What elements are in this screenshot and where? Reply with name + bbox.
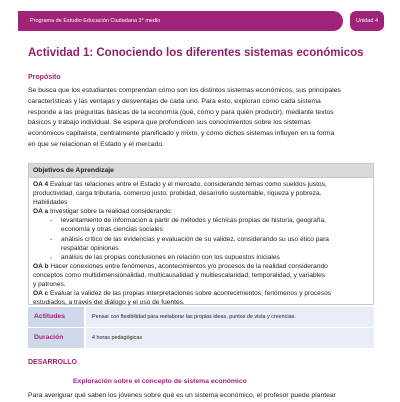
duracion-row [28,328,374,348]
proposito-paragraph [28,86,374,151]
actitudes-row [28,307,374,327]
exploracion-subheading: Exploración sobre el concepto de sistema económico [73,378,247,385]
desarrollo-heading: DESARROLLO [28,359,77,366]
proposito-line: responde a las preguntas básicas de la economía (qué, cómo y para quién producir), mediante textos [28,108,334,116]
info-table [28,307,374,349]
proposito-line: características y las ventajas y desventajas de cada uno. Para esto, exploran cómo cada sistema [28,97,321,105]
oa-b-text: Hacer conexiones entre fenómenos, acontecimientos y/o procesos de la realidad considerando [48,262,328,270]
proposito-line: básicos y trabajo individual. Se espera que profundicen sus conocimientos sobre los sistemas [28,119,311,127]
oa-b-text: conceptos como multidimensionalidad, multicausalidad y multiescalaridad, temporalidad, y variables [33,271,326,279]
bullet-icon: - [50,235,53,243]
bullet-icon: - [50,253,53,261]
proposito-line: Se busca que los estudiantes comprendan cómo son los distintos sistemas económicos, sus principales [28,87,341,94]
bullet-text: economía y otras ciencias sociales [61,226,163,234]
actitudes-value: Pensar con flexibilidad para reelaborar las propias ideas, puntos de vista y creencias. [86,307,374,327]
oa-b-code: OA b [33,262,49,270]
duracion-label: Duración [28,328,84,348]
bullet-text: levantamiento de información a partir de métodos y técnicas propias de historia, geografía, [61,217,326,225]
header-bar [0,0,400,34]
oa-b-text: y patrones. [33,281,66,289]
oa-c-text: estudiados, a través del diálogo y el uso de fuentes. [33,299,185,307]
oa-c-text: Evaluar la validez de las propias interpretaciones sobre acontecimientos, fenómenos y procesos [48,290,332,298]
unit-badge: Unidad 4 [350,11,384,31]
program-title: Programa de Estudio Educación Ciudadana 3° medio [18,11,343,31]
activity-title: Actividad 1: Conociendo los diferentes sistemas económicos [28,47,364,59]
objectives-body [29,178,373,309]
objectives-heading: Objetivos de Aprendizaje [29,164,373,178]
proposito-heading: Propósito [28,74,61,81]
bullet-text: análisis de las propias conclusiones en relación con los supuestos iniciales [61,253,280,261]
oa4-code: OA 4 [33,181,49,188]
oa-a-text: Investigar sobre la realidad considerando: [48,208,173,216]
actitudes-label: Actitudes [28,307,84,327]
proposito-line: económicos capitalista, centralmente planificado y mixto, y cómo dichos sistemas influyen en la forma [28,130,335,138]
duracion-value: 4 horas pedagógicas [86,328,374,348]
bullet-text: análisis crítico de las evidencias y evaluación de su validez, considerando su uso ético para [61,235,329,243]
objectives-box [28,163,374,305]
habilidades-label: Habilidades [33,199,68,207]
oa4-text: Evaluar las relaciones entre el Estado y el mercado, considerando temas como sueldos justos, [48,181,327,188]
oa-c-code: OA c [33,290,49,298]
bullet-text: respaldar opiniones [61,244,119,252]
oa4-text: productividad, carga tributaria, comercio justo, probidad, desarrollo sustentable, riqueza y pobreza. [33,190,322,198]
desarrollo-paragraph: Para averiguar qué saben los jóvenes sobre qué es un sistema económico, el profesor puede plantear [28,392,336,399]
bullet-icon: - [50,217,53,225]
proposito-line: en que se relacionan el Estado y el mercado. [28,140,165,148]
oa-a-code: OA a [33,208,49,216]
